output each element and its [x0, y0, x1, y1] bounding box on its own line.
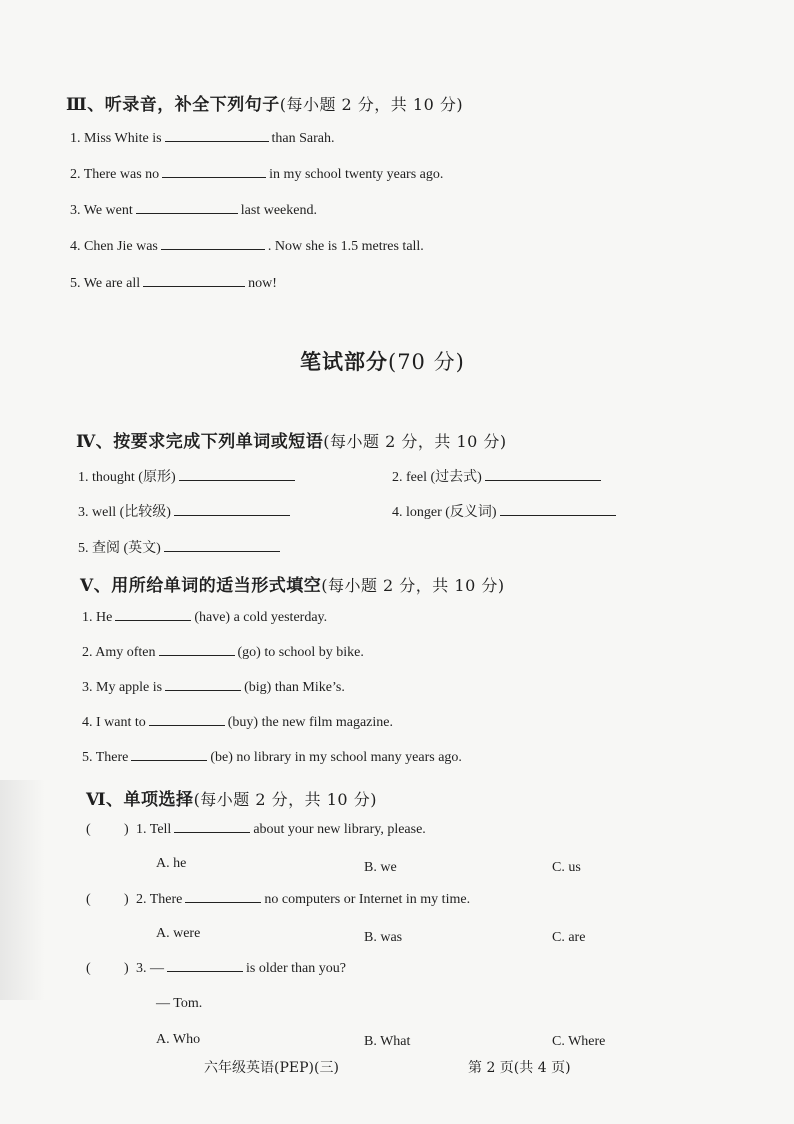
s5-item-1: 1. He (have) a cold yesterday.: [82, 610, 328, 625]
footer-page-number: 第 2 页(共 4 页): [468, 1060, 571, 1076]
section5-title: Ⅴ、用所给单词的适当形式填空: [80, 576, 322, 596]
answer-blank[interactable]: [485, 479, 601, 481]
answer-blank[interactable]: [174, 514, 290, 516]
answer-blank[interactable]: [185, 901, 261, 903]
s6-q3-paren-close[interactable]: ): [124, 961, 129, 976]
s6-q2-paren-open: (: [86, 892, 91, 907]
s6-q2-option-b[interactable]: B. was: [364, 930, 403, 945]
section6-heading: [86, 785, 377, 810]
s5-item-2: 2. Amy often (go) to school by bike.: [82, 645, 364, 660]
section3-note: (每小题 2 分，共 10 分): [279, 95, 464, 114]
answer-blank[interactable]: [161, 248, 265, 250]
footer-subject: 六年级英语(PEP)(三): [204, 1060, 339, 1076]
s3-item-4: 4. Chen Jie was . Now she is 1.5 metres tall.: [70, 239, 424, 254]
s5-item-3: 3. My apple is (big) than Mike’s.: [82, 680, 345, 695]
section4-heading: [76, 427, 507, 452]
answer-blank[interactable]: [165, 140, 269, 142]
s3-item-1: 1. Miss White is than Sarah.: [70, 131, 335, 146]
answer-blank[interactable]: [167, 970, 243, 972]
written-part-heading: [300, 346, 465, 376]
s3-item-2: 2. There was no in my school twenty years ago.: [70, 167, 444, 182]
s6-q2-option-c[interactable]: C. are: [552, 930, 586, 945]
answer-blank[interactable]: [149, 724, 225, 726]
answer-blank[interactable]: [500, 514, 616, 516]
s4-item-1: 1. thought (原形): [78, 466, 298, 486]
s6-q1-stem: 1. Tell about your new library, please.: [136, 822, 426, 837]
s6-q1-paren-close[interactable]: ): [124, 822, 129, 837]
answer-blank[interactable]: [165, 689, 241, 691]
s5-item-5: 5. There (be) no library in my school many years ago.: [82, 750, 462, 765]
s3-item-5: 5. We are all now!: [70, 276, 277, 291]
section3-title: Ⅲ、听录音，补全下列句子: [66, 95, 280, 115]
written-score: (70 分): [388, 350, 465, 374]
s6-q3-paren-open: (: [86, 961, 91, 976]
s6-q3-reply: — Tom.: [156, 996, 203, 1011]
section4-note: (每小题 2 分，共 10 分): [323, 432, 507, 451]
s4-item-3: 3. well (比较级): [78, 501, 293, 521]
written-title: 笔试部分: [300, 349, 388, 374]
answer-blank[interactable]: [174, 831, 250, 833]
s6-q1-option-a[interactable]: A. he: [156, 856, 187, 871]
s5-item-4: 4. I want to (buy) the new film magazine.: [82, 715, 393, 730]
answer-blank[interactable]: [164, 550, 280, 552]
s6-q3-option-c[interactable]: C. Where: [552, 1034, 606, 1049]
section5-heading: [80, 571, 505, 596]
s6-q2-option-a[interactable]: A. were: [156, 926, 201, 941]
s6-q2-paren-close[interactable]: ): [124, 892, 129, 907]
section6-note: (每小题 2 分，共 10 分): [193, 790, 377, 809]
section6-title: Ⅵ、单项选择: [86, 790, 194, 810]
answer-blank[interactable]: [162, 176, 266, 178]
section3-heading: [66, 90, 463, 115]
s4-item-2: 2. feel (过去式): [392, 466, 604, 486]
s6-q1-paren-open: (: [86, 822, 91, 837]
s4-item-5: 5. 查阅 (英文): [78, 537, 283, 557]
answer-blank[interactable]: [159, 654, 235, 656]
s6-q3-stem: 3. — is older than you?: [136, 961, 346, 976]
answer-blank[interactable]: [136, 212, 238, 214]
scan-shadow: [0, 780, 45, 1000]
answer-blank[interactable]: [143, 285, 245, 287]
s6-q2-stem: 2. There no computers or Internet in my time.: [136, 892, 471, 907]
section4-title: Ⅳ、按要求完成下列单词或短语: [76, 432, 324, 452]
section5-note: (每小题 2 分，共 10 分): [321, 576, 505, 595]
s6-q3-option-a[interactable]: A. Who: [156, 1032, 201, 1047]
s6-q1-option-b[interactable]: B. we: [364, 860, 397, 875]
s6-q1-option-c[interactable]: C. us: [552, 860, 581, 875]
answer-blank[interactable]: [179, 479, 295, 481]
answer-blank[interactable]: [131, 759, 207, 761]
s6-q3-option-b[interactable]: B. What: [364, 1034, 411, 1049]
s4-item-4: 4. longer (反义词): [392, 501, 619, 521]
s3-item-3: 3. We went last weekend.: [70, 203, 317, 218]
answer-blank[interactable]: [115, 619, 191, 621]
